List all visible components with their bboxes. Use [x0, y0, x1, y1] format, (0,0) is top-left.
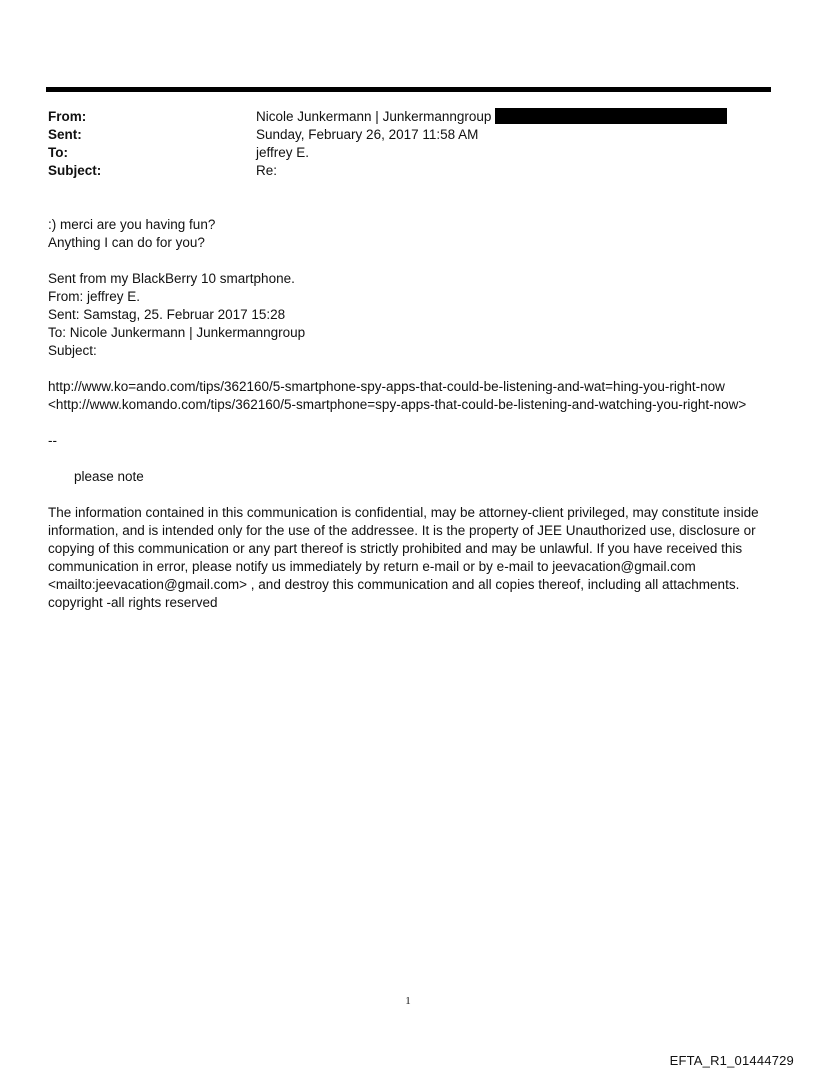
disclaimer-block [48, 504, 778, 612]
from-label: From: [48, 109, 87, 124]
message-line: :) merci are you having fun? [48, 217, 216, 232]
subject-value: Re: [256, 163, 278, 178]
separator: -- [48, 433, 57, 448]
signature-line: Sent from my BlackBerry 10 smartphone. [48, 271, 295, 286]
document-id: EFTA_R1_01444729 [669, 1053, 794, 1068]
link-text: http://www.ko=ando.com/tips/362160/5-smartphone-spy-apps-that-could-be-listening-and-wat=hing-you-right-now [48, 379, 725, 394]
from-value: Nicole Junkermann | Junkermanngroup [256, 109, 492, 124]
to-label: To: [48, 145, 68, 160]
subject-label: Subject: [48, 163, 102, 178]
email-body [48, 216, 778, 612]
link-text: <http://www.komando.com/tips/362160/5-smartphone=spy-apps-that-could-be-listening-and-watching-you-right-now> [48, 397, 747, 412]
quoted-sent: Sent: Samstag, 25. Februar 2017 15:28 [48, 307, 286, 322]
sent-value: Sunday, February 26, 2017 11:58 AM [256, 127, 479, 142]
quoted-to: To: Nicole Junkermann | Junkermanngroup [48, 325, 306, 340]
email-header [48, 108, 768, 180]
page-number: 1 [405, 995, 411, 1007]
sent-row [48, 126, 768, 144]
from-row [48, 108, 768, 126]
please-note: please note [74, 469, 144, 484]
header-divider [46, 87, 771, 92]
redaction-box [495, 108, 727, 124]
to-row [48, 144, 768, 162]
disclaimer-text: The information contained in this communication is confidential, may be attorney-client privileged, may constitute inside information, and is intended only for the use of the addressee. It is the property of JEE Unauthorized use, disclosure or copying of this communication or any part thereof is strictly prohibited and may be unlawful. If you have received this communication in error, please notify us immediately by return e-mail or by e-mail to jeevacation@gmail.com <mailto:jeevacation@gmail.com> , and destroy this communication and all copies thereof, including all attachments. copyright -all rights reserved [48, 505, 759, 610]
quoted-subject: Subject: [48, 343, 97, 358]
sent-label: Sent: [48, 127, 82, 142]
message-line: Anything I can do for you? [48, 235, 205, 250]
subject-row [48, 162, 768, 180]
quoted-from: From: jeffrey E. [48, 289, 141, 304]
to-value: jeffrey E. [256, 145, 310, 160]
